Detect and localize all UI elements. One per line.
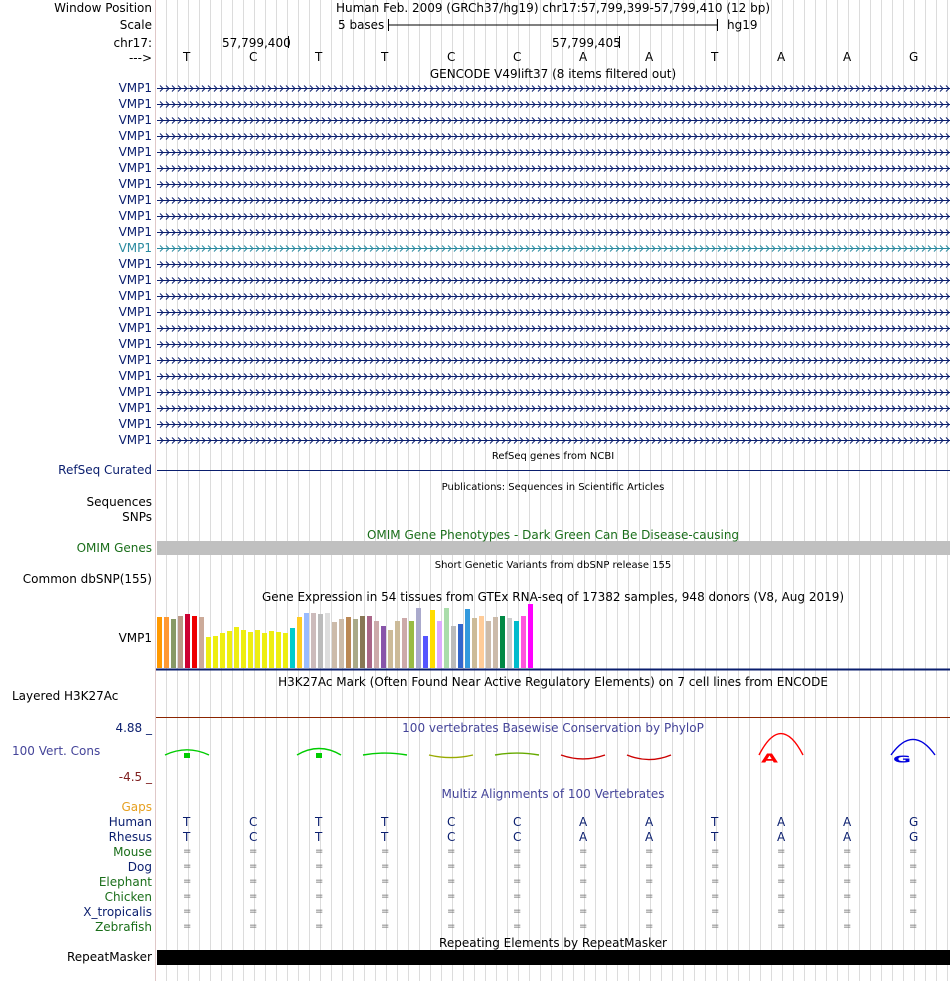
conservation-score-block	[316, 753, 322, 758]
scale-text: 5 bases	[338, 18, 385, 32]
gtex-tissue-bar	[171, 619, 176, 668]
assembly-position-text: Human Feb. 2009 (GRCh37/hg19) chr17:57,799,399-57,799,410 (12 bp)	[335, 1, 770, 15]
alignment-base: =	[843, 921, 852, 932]
gtex-tissue-bar	[220, 633, 225, 668]
alignment-base: =	[249, 861, 258, 872]
alignment-base: =	[777, 906, 786, 917]
species-label[interactable]: Mouse	[113, 845, 152, 859]
species-label[interactable]: X_tropicalis	[83, 905, 152, 919]
alignment-base: =	[909, 891, 918, 902]
alignment-base: =	[183, 846, 192, 857]
alignment-base: =	[381, 846, 390, 857]
gtex-tissue-bar	[199, 617, 204, 668]
base-letter: A	[843, 50, 852, 64]
gtex-tissue-bar	[430, 610, 435, 668]
alignment-base: =	[315, 846, 324, 857]
conservation-score-mark	[891, 739, 935, 755]
pubs-label-sequences[interactable]: Sequences	[86, 495, 152, 509]
cons-y-max: 4.88 _	[115, 721, 152, 735]
species-label[interactable]: Zebrafish	[95, 920, 152, 934]
alignment-base: C	[249, 815, 258, 829]
gtex-tissue-bar	[465, 609, 470, 668]
alignment-base: =	[711, 876, 720, 887]
gencode-transcript-label[interactable]: VMP1	[118, 385, 152, 399]
alignment-base: T	[183, 830, 191, 844]
gencode-transcript-label[interactable]: VMP1	[118, 369, 152, 383]
base-letter: C	[513, 50, 522, 64]
alignment-base: =	[447, 861, 456, 872]
alignment-base: =	[381, 906, 390, 917]
gencode-track-title[interactable]: GENCODE V49lift37 (8 items filtered out)	[429, 67, 677, 81]
alignment-base: =	[909, 906, 918, 917]
alignment-base: C	[447, 815, 456, 829]
base-letter: G	[909, 50, 919, 64]
gtex-tissue-bar	[164, 617, 169, 668]
gtex-tissue-bar	[374, 621, 379, 668]
gtex-tissue-bar	[486, 621, 491, 668]
alignment-base: =	[843, 846, 852, 857]
gtex-tissue-bar	[437, 621, 442, 668]
alignment-base: =	[249, 876, 258, 887]
gtex-track-title[interactable]: Gene Expression in 54 tissues from GTEx RNA-seq of 17382 samples, 948 donors (V8, Aug 2019)	[261, 590, 845, 604]
alignment-base: =	[513, 876, 522, 887]
alignment-base: =	[447, 921, 456, 932]
gtex-tissue-bar	[451, 626, 456, 668]
chrom-label: chr17:	[113, 36, 152, 50]
cons-track-label[interactable]: 100 Vert. Cons	[12, 744, 101, 758]
alignment-base: =	[909, 861, 918, 872]
alignment-base: =	[909, 921, 918, 932]
gtex-tissue-bar	[528, 604, 533, 668]
alignment-base: =	[579, 876, 588, 887]
gencode-transcript-label[interactable]: VMP1	[118, 241, 152, 255]
alignment-base: =	[843, 906, 852, 917]
base-letter: T	[315, 50, 323, 64]
conservation-logo-letter: G	[893, 754, 912, 766]
gtex-tissue-bar	[304, 613, 309, 668]
strand-label: --->	[128, 51, 152, 65]
pubs-track-title[interactable]: Publications: Sequences in Scientific Articles	[441, 482, 665, 493]
alignment-base: G	[909, 815, 919, 829]
gtex-tissue-bar	[367, 616, 372, 668]
alignment-base: =	[843, 876, 852, 887]
gencode-transcript-label[interactable]: VMP1	[118, 177, 152, 191]
gtex-tissue-bar	[472, 618, 477, 668]
gtex-tissue-bar	[185, 614, 190, 668]
alignment-base: =	[315, 861, 324, 872]
alignment-base: =	[249, 906, 258, 917]
gencode-transcript-label[interactable]: VMP1	[118, 81, 152, 95]
alignment-base: =	[249, 921, 258, 932]
alignment-base: =	[249, 891, 258, 902]
gaps-label: Gaps	[121, 800, 152, 814]
refseq-track-label[interactable]: RefSeq Curated	[58, 463, 152, 477]
scale-label: Scale	[119, 18, 152, 32]
gencode-transcript-label[interactable]: VMP1	[118, 161, 152, 175]
gtex-tissue-bar	[388, 630, 393, 668]
cons-track-title[interactable]: 100 vertebrates Basewise Conservation by PhyloP	[402, 721, 704, 735]
alignment-base: =	[513, 861, 522, 872]
gencode-transcript-label[interactable]: VMP1	[118, 337, 152, 351]
alignment-base: A	[777, 815, 786, 829]
gencode-transcript-label[interactable]: VMP1	[118, 145, 152, 159]
alignment-base: A	[777, 830, 786, 844]
species-label[interactable]: Chicken	[104, 890, 152, 904]
alignment-base: =	[777, 846, 786, 857]
alignment-base: =	[579, 906, 588, 917]
gtex-tissue-bar	[521, 616, 526, 668]
conservation-score-mark	[495, 753, 539, 755]
alignment-base: =	[645, 846, 654, 857]
base-letter: T	[183, 50, 191, 64]
alignment-base: =	[579, 891, 588, 902]
alignment-base: =	[843, 861, 852, 872]
h3k27ac-track-title[interactable]: H3K27Ac Mark (Often Found Near Active Regulatory Elements) on 7 cell lines from ENCODE	[278, 675, 828, 689]
omim-track-label[interactable]: OMIM Genes	[76, 541, 152, 555]
alignment-base: =	[645, 861, 654, 872]
alignment-base: T	[381, 815, 389, 829]
gtex-tissue-bar	[248, 632, 253, 668]
gtex-tissue-bar	[227, 631, 232, 668]
gtex-tissue-bar	[290, 628, 295, 668]
gtex-tissue-bar	[360, 616, 365, 668]
alignment-base: =	[315, 876, 324, 887]
omim-track-title[interactable]: OMIM Gene Phenotypes - Dark Green Can Be Disease-causing	[366, 528, 740, 542]
gtex-tissue-bar	[255, 630, 260, 668]
alignment-base: =	[447, 906, 456, 917]
conservation-score-mark	[429, 755, 473, 758]
base-letter: A	[777, 50, 786, 64]
gencode-transcript-label[interactable]: VMP1	[118, 225, 152, 239]
gtex-tissue-bar	[178, 616, 183, 668]
alignment-base: =	[711, 846, 720, 857]
base-letter: C	[249, 50, 258, 64]
alignment-base: =	[183, 876, 192, 887]
gtex-tissue-bar	[234, 627, 239, 668]
gtex-tissue-bar	[444, 608, 449, 668]
alignment-base: C	[447, 830, 456, 844]
species-label[interactable]: Elephant	[98, 875, 152, 889]
pubs-label-snps[interactable]: SNPs	[122, 510, 152, 524]
gencode-transcript-label[interactable]: VMP1	[118, 305, 152, 319]
gtex-tissue-bar	[213, 636, 218, 668]
coordinate-1: 57,799,400	[222, 36, 291, 50]
conservation-score-mark	[561, 755, 605, 759]
gtex-tissue-bar	[416, 608, 421, 668]
alignment-base: A	[579, 830, 588, 844]
alignment-base: =	[315, 906, 324, 917]
alignment-base: =	[183, 891, 192, 902]
species-label[interactable]: Human	[108, 815, 152, 829]
alignment-base: =	[645, 891, 654, 902]
gtex-tissue-bar	[346, 617, 351, 668]
gencode-transcript-label[interactable]: VMP1	[118, 129, 152, 143]
gtex-tissue-bar	[318, 614, 323, 668]
gtex-tissue-bar	[353, 619, 358, 668]
alignment-base: T	[315, 815, 323, 829]
alignment-base: =	[711, 921, 720, 932]
alignment-base: =	[579, 846, 588, 857]
db-label: hg19	[727, 18, 758, 32]
gencode-transcript-label[interactable]: VMP1	[118, 321, 152, 335]
gtex-tissue-bar	[395, 621, 400, 668]
gtex-tissue-bar	[241, 630, 246, 668]
gtex-tissue-bar	[311, 613, 316, 668]
gtex-tissue-bar	[409, 621, 414, 668]
conservation-score-mark	[627, 755, 671, 760]
gtex-tissue-bar	[507, 618, 512, 668]
alignment-base: =	[843, 891, 852, 902]
gtex-tissue-bar	[206, 637, 211, 668]
alignment-base: =	[315, 921, 324, 932]
gtex-tissue-bar	[297, 617, 302, 668]
gtex-track-label[interactable]: VMP1	[118, 631, 152, 645]
gtex-tissue-bar	[332, 622, 337, 668]
alignment-base: =	[909, 876, 918, 887]
repeatmasker-feature-bar	[157, 950, 950, 965]
alignment-base: C	[513, 815, 522, 829]
gencode-transcript-label[interactable]: VMP1	[118, 401, 152, 415]
alignment-base: A	[843, 830, 852, 844]
alignment-base: =	[315, 891, 324, 902]
alignment-base: =	[579, 921, 588, 932]
alignment-base: T	[711, 830, 719, 844]
gtex-tissue-bar	[500, 616, 505, 668]
alignment-base: =	[183, 861, 192, 872]
alignment-base: =	[447, 846, 456, 857]
base-letter: T	[711, 50, 719, 64]
alignment-base: =	[777, 876, 786, 887]
gtex-tissue-bar	[402, 618, 407, 668]
gencode-transcript-label[interactable]: VMP1	[118, 289, 152, 303]
gtex-tissue-bar	[423, 636, 428, 668]
species-label[interactable]: Rhesus	[108, 830, 152, 844]
rmsk-track-title[interactable]: Repeating Elements by RepeatMasker	[439, 936, 667, 950]
alignment-base: =	[513, 906, 522, 917]
gencode-transcript-label[interactable]: VMP1	[118, 433, 152, 447]
alignment-base: C	[513, 830, 522, 844]
alignment-base: =	[777, 861, 786, 872]
gtex-tissue-bar	[458, 624, 463, 668]
conservation-score-mark	[363, 753, 407, 755]
base-letter: T	[381, 50, 389, 64]
alignment-base: =	[381, 921, 390, 932]
dbsnp-track-label[interactable]: Common dbSNP(155)	[22, 572, 152, 586]
dbsnp-track-title[interactable]: Short Genetic Variants from dbSNP release 155	[434, 560, 672, 571]
alignment-base: G	[909, 830, 919, 844]
window-position-label: Window Position	[54, 1, 152, 15]
alignment-base: =	[249, 846, 258, 857]
alignment-base: A	[579, 815, 588, 829]
base-letter: A	[579, 50, 588, 64]
gtex-tissue-bar	[262, 633, 267, 668]
gencode-transcript-label[interactable]: VMP1	[118, 353, 152, 367]
alignment-base: =	[579, 861, 588, 872]
alignment-base: =	[381, 876, 390, 887]
multiz-track-title[interactable]: Multiz Alignments of 100 Vertebrates	[441, 787, 665, 801]
alignment-base: =	[777, 921, 786, 932]
conservation-logo-letter: A	[761, 751, 779, 766]
alignment-base: =	[447, 891, 456, 902]
alignment-base: =	[183, 921, 192, 932]
coordinate-2: 57,799,405	[552, 36, 621, 50]
alignment-base: =	[645, 906, 654, 917]
gtex-tissue-bar	[339, 619, 344, 668]
gencode-transcript-label[interactable]: VMP1	[118, 113, 152, 127]
alignment-base: =	[513, 891, 522, 902]
gencode-transcript-label[interactable]: VMP1	[118, 97, 152, 111]
gtex-tissue-bar	[269, 631, 274, 668]
alignment-base: =	[183, 906, 192, 917]
alignment-base: =	[711, 906, 720, 917]
rmsk-track-label[interactable]: RepeatMasker	[66, 950, 152, 964]
alignment-base: =	[711, 861, 720, 872]
gencode-transcript-label[interactable]: VMP1	[118, 209, 152, 223]
alignment-base: =	[777, 891, 786, 902]
alignment-base: =	[909, 846, 918, 857]
gtex-tissue-bar	[493, 617, 498, 668]
alignment-base: T	[711, 815, 719, 829]
alignment-base: A	[843, 815, 852, 829]
gencode-transcript-label[interactable]: VMP1	[118, 257, 152, 271]
gencode-transcript-label[interactable]: VMP1	[118, 193, 152, 207]
omim-feature-bar	[157, 541, 950, 555]
gencode-transcript-label[interactable]: VMP1	[118, 417, 152, 431]
gtex-tissue-bar	[514, 621, 519, 668]
gtex-tissue-bar	[283, 633, 288, 668]
conservation-score-block	[184, 753, 190, 758]
alignment-base: C	[249, 830, 258, 844]
alignment-base: =	[381, 891, 390, 902]
refseq-track-title[interactable]: RefSeq genes from NCBI	[491, 451, 615, 462]
alignment-base: =	[381, 861, 390, 872]
cons-y-min: -4.5 _	[118, 770, 152, 784]
gencode-transcript-label[interactable]: VMP1	[118, 273, 152, 287]
alignment-base: =	[711, 891, 720, 902]
gtex-tissue-bar	[479, 616, 484, 668]
alignment-base: =	[447, 876, 456, 887]
h3k27ac-track-label[interactable]: Layered H3K27Ac	[12, 689, 119, 703]
alignment-base: =	[645, 876, 654, 887]
gtex-tissue-bar	[157, 617, 162, 668]
alignment-base: T	[183, 815, 191, 829]
gtex-tissue-bar	[192, 616, 197, 668]
base-letter: A	[645, 50, 654, 64]
base-letter: C	[447, 50, 456, 64]
gtex-tissue-bar	[276, 632, 281, 668]
alignment-base: T	[315, 830, 323, 844]
alignment-base: A	[645, 815, 654, 829]
gtex-tissue-bar	[325, 613, 330, 668]
alignment-base: =	[645, 921, 654, 932]
species-label[interactable]: Dog	[127, 860, 152, 874]
alignment-base: T	[381, 830, 389, 844]
alignment-base: =	[513, 921, 522, 932]
gtex-tissue-bar	[381, 626, 386, 668]
alignment-base: =	[513, 846, 522, 857]
alignment-base: A	[645, 830, 654, 844]
